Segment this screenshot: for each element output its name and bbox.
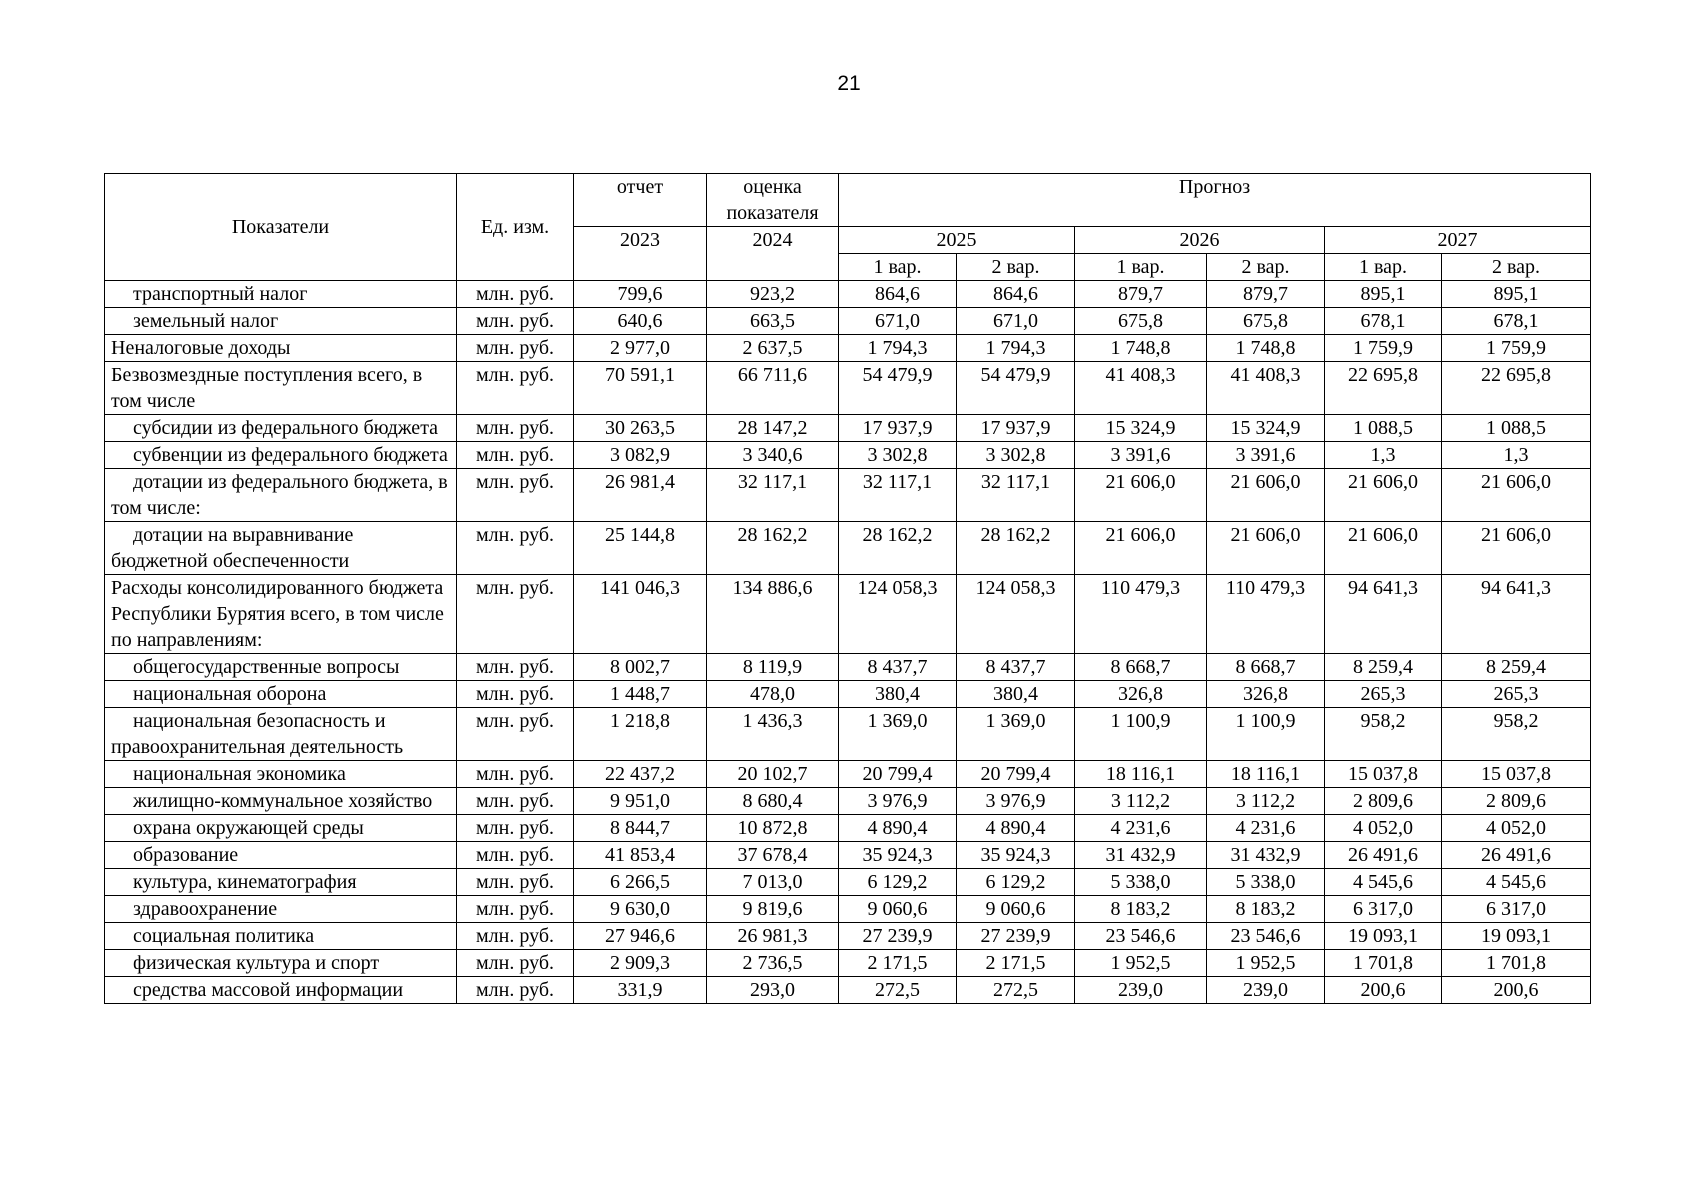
value-cell: 28 147,2 <box>707 415 839 442</box>
value-cell: 17 937,9 <box>957 415 1075 442</box>
row-label: социальная политика <box>105 923 457 950</box>
value-cell: 958,2 <box>1325 708 1442 761</box>
value-cell: 879,7 <box>1207 281 1325 308</box>
row-label: субвенции из федерального бюджета <box>105 442 457 469</box>
value-cell: 8 668,7 <box>1075 654 1207 681</box>
value-cell: 8 183,2 <box>1075 896 1207 923</box>
value-cell: 895,1 <box>1325 281 1442 308</box>
value-cell: 895,1 <box>1442 281 1591 308</box>
value-cell: 41 408,3 <box>1075 362 1207 415</box>
value-cell: 2 909,3 <box>574 950 707 977</box>
value-cell: 28 162,2 <box>839 522 957 575</box>
header-year-2023: 2023 <box>574 227 707 281</box>
value-cell: 1 748,8 <box>1207 335 1325 362</box>
header-year-2027: 2027 <box>1325 227 1591 254</box>
value-cell: 94 641,3 <box>1442 575 1591 654</box>
value-cell: 265,3 <box>1325 681 1442 708</box>
value-cell: 326,8 <box>1075 681 1207 708</box>
value-cell: 6 317,0 <box>1325 896 1442 923</box>
value-cell: 9 951,0 <box>574 788 707 815</box>
value-cell: 6 266,5 <box>574 869 707 896</box>
header-variant: 1 вар. <box>1075 254 1207 281</box>
row-unit: млн. руб. <box>457 977 574 1004</box>
value-cell: 30 263,5 <box>574 415 707 442</box>
value-cell: 22 695,8 <box>1442 362 1591 415</box>
value-cell: 9 060,6 <box>957 896 1075 923</box>
value-cell: 20 102,7 <box>707 761 839 788</box>
value-cell: 3 082,9 <box>574 442 707 469</box>
row-unit: млн. руб. <box>457 308 574 335</box>
value-cell: 3 976,9 <box>957 788 1075 815</box>
value-cell: 1 369,0 <box>839 708 957 761</box>
value-cell: 1 448,7 <box>574 681 707 708</box>
value-cell: 27 239,9 <box>957 923 1075 950</box>
value-cell: 3 112,2 <box>1207 788 1325 815</box>
value-cell: 879,7 <box>1075 281 1207 308</box>
value-cell: 8 259,4 <box>1442 654 1591 681</box>
value-cell: 8 437,7 <box>957 654 1075 681</box>
value-cell: 1 759,9 <box>1325 335 1442 362</box>
table-row <box>105 815 1591 842</box>
header-unit: Ед. изм. <box>457 174 574 281</box>
value-cell: 31 432,9 <box>1075 842 1207 869</box>
value-cell: 8 844,7 <box>574 815 707 842</box>
row-label: культура, кинематография <box>105 869 457 896</box>
value-cell: 2 171,5 <box>839 950 957 977</box>
value-cell: 26 491,6 <box>1442 842 1591 869</box>
value-cell: 8 119,9 <box>707 654 839 681</box>
value-cell: 923,2 <box>707 281 839 308</box>
value-cell: 3 391,6 <box>1075 442 1207 469</box>
value-cell: 41 408,3 <box>1207 362 1325 415</box>
value-cell: 21 606,0 <box>1075 469 1207 522</box>
value-cell: 23 546,6 <box>1075 923 1207 950</box>
row-unit: млн. руб. <box>457 442 574 469</box>
value-cell: 265,3 <box>1442 681 1591 708</box>
value-cell: 958,2 <box>1442 708 1591 761</box>
row-label: национальная безопасность и правоохранительная деятельность <box>105 708 457 761</box>
value-cell: 21 606,0 <box>1075 522 1207 575</box>
value-cell: 18 116,1 <box>1075 761 1207 788</box>
value-cell: 864,6 <box>839 281 957 308</box>
table-row <box>105 654 1591 681</box>
value-cell: 326,8 <box>1207 681 1325 708</box>
table-header <box>105 174 1591 281</box>
value-cell: 10 872,8 <box>707 815 839 842</box>
value-cell: 663,5 <box>707 308 839 335</box>
value-cell: 8 183,2 <box>1207 896 1325 923</box>
table-row <box>105 842 1591 869</box>
value-cell: 864,6 <box>957 281 1075 308</box>
table-row <box>105 869 1591 896</box>
value-cell: 8 437,7 <box>839 654 957 681</box>
value-cell: 200,6 <box>1442 977 1591 1004</box>
value-cell: 21 606,0 <box>1442 522 1591 575</box>
row-unit: млн. руб. <box>457 362 574 415</box>
row-unit: млн. руб. <box>457 281 574 308</box>
row-label: средства массовой информации <box>105 977 457 1004</box>
value-cell: 1 088,5 <box>1442 415 1591 442</box>
table-row <box>105 761 1591 788</box>
header-forecast: Прогноз <box>839 174 1591 227</box>
value-cell: 239,0 <box>1207 977 1325 1004</box>
value-cell: 380,4 <box>957 681 1075 708</box>
value-cell: 799,6 <box>574 281 707 308</box>
value-cell: 8 680,4 <box>707 788 839 815</box>
page-number: 21 <box>837 72 861 95</box>
table-row <box>105 950 1591 977</box>
value-cell: 26 491,6 <box>1325 842 1442 869</box>
row-unit: млн. руб. <box>457 842 574 869</box>
value-cell: 293,0 <box>707 977 839 1004</box>
row-unit: млн. руб. <box>457 575 574 654</box>
value-cell: 3 976,9 <box>839 788 957 815</box>
table-row <box>105 415 1591 442</box>
value-cell: 2 736,5 <box>707 950 839 977</box>
value-cell: 28 162,2 <box>957 522 1075 575</box>
value-cell: 1 100,9 <box>1207 708 1325 761</box>
header-year-2025: 2025 <box>839 227 1075 254</box>
row-unit: млн. руб. <box>457 522 574 575</box>
value-cell: 4 545,6 <box>1442 869 1591 896</box>
value-cell: 15 037,8 <box>1325 761 1442 788</box>
value-cell: 478,0 <box>707 681 839 708</box>
row-unit: млн. руб. <box>457 923 574 950</box>
value-cell: 239,0 <box>1075 977 1207 1004</box>
value-cell: 5 338,0 <box>1075 869 1207 896</box>
header-estimate: оценка показателя <box>707 174 839 227</box>
value-cell: 70 591,1 <box>574 362 707 415</box>
value-cell: 1 218,8 <box>574 708 707 761</box>
value-cell: 37 678,4 <box>707 842 839 869</box>
value-cell: 331,9 <box>574 977 707 1004</box>
table-row <box>105 788 1591 815</box>
value-cell: 28 162,2 <box>707 522 839 575</box>
value-cell: 640,6 <box>574 308 707 335</box>
table-row <box>105 522 1591 575</box>
value-cell: 3 302,8 <box>839 442 957 469</box>
table-row <box>105 362 1591 415</box>
value-cell: 21 606,0 <box>1442 469 1591 522</box>
value-cell: 8 668,7 <box>1207 654 1325 681</box>
value-cell: 134 886,6 <box>707 575 839 654</box>
value-cell: 27 946,6 <box>574 923 707 950</box>
value-cell: 1 369,0 <box>957 708 1075 761</box>
value-cell: 1 794,3 <box>957 335 1075 362</box>
row-label: субсидии из федерального бюджета <box>105 415 457 442</box>
value-cell: 4 890,4 <box>957 815 1075 842</box>
header-report: отчет <box>574 174 707 227</box>
row-label: национальная оборона <box>105 681 457 708</box>
row-unit: млн. руб. <box>457 869 574 896</box>
value-cell: 35 924,3 <box>839 842 957 869</box>
value-cell: 110 479,3 <box>1207 575 1325 654</box>
row-label: Неналоговые доходы <box>105 335 457 362</box>
value-cell: 21 606,0 <box>1325 522 1442 575</box>
table-row <box>105 281 1591 308</box>
value-cell: 1,3 <box>1442 442 1591 469</box>
value-cell: 124 058,3 <box>839 575 957 654</box>
value-cell: 23 546,6 <box>1207 923 1325 950</box>
value-cell: 15 324,9 <box>1207 415 1325 442</box>
value-cell: 3 391,6 <box>1207 442 1325 469</box>
forecast-table <box>104 173 1591 1004</box>
value-cell: 15 037,8 <box>1442 761 1591 788</box>
table-row <box>105 896 1591 923</box>
value-cell: 7 013,0 <box>707 869 839 896</box>
value-cell: 4 890,4 <box>839 815 957 842</box>
row-label: земельный налог <box>105 308 457 335</box>
value-cell: 4 052,0 <box>1325 815 1442 842</box>
value-cell: 1 952,5 <box>1075 950 1207 977</box>
value-cell: 2 809,6 <box>1442 788 1591 815</box>
header-variant: 2 вар. <box>957 254 1075 281</box>
row-unit: млн. руб. <box>457 708 574 761</box>
value-cell: 8 259,4 <box>1325 654 1442 681</box>
value-cell: 4 545,6 <box>1325 869 1442 896</box>
row-label: Расходы консолидированного бюджета Республики Бурятия всего, в том числе по направлениям: <box>105 575 457 654</box>
header-year-2026: 2026 <box>1075 227 1325 254</box>
value-cell: 1 952,5 <box>1207 950 1325 977</box>
value-cell: 35 924,3 <box>957 842 1075 869</box>
value-cell: 1 701,8 <box>1442 950 1591 977</box>
header-variant: 1 вар. <box>839 254 957 281</box>
value-cell: 141 046,3 <box>574 575 707 654</box>
value-cell: 21 606,0 <box>1207 522 1325 575</box>
value-cell: 200,6 <box>1325 977 1442 1004</box>
value-cell: 21 606,0 <box>1207 469 1325 522</box>
value-cell: 9 060,6 <box>839 896 957 923</box>
row-label: дотации на выравнивание бюджетной обеспеченности <box>105 522 457 575</box>
value-cell: 15 324,9 <box>1075 415 1207 442</box>
value-cell: 678,1 <box>1442 308 1591 335</box>
row-unit: млн. руб. <box>457 654 574 681</box>
value-cell: 66 711,6 <box>707 362 839 415</box>
value-cell: 1 759,9 <box>1442 335 1591 362</box>
value-cell: 25 144,8 <box>574 522 707 575</box>
value-cell: 1 701,8 <box>1325 950 1442 977</box>
value-cell: 1,3 <box>1325 442 1442 469</box>
header-variant: 1 вар. <box>1325 254 1442 281</box>
row-unit: млн. руб. <box>457 896 574 923</box>
table-row <box>105 442 1591 469</box>
row-unit: млн. руб. <box>457 815 574 842</box>
row-label: общегосударственные вопросы <box>105 654 457 681</box>
value-cell: 1 436,3 <box>707 708 839 761</box>
table-row <box>105 469 1591 522</box>
value-cell: 671,0 <box>957 308 1075 335</box>
row-unit: млн. руб. <box>457 335 574 362</box>
row-label: национальная экономика <box>105 761 457 788</box>
value-cell: 17 937,9 <box>839 415 957 442</box>
row-label: дотации из федерального бюджета, в том числе: <box>105 469 457 522</box>
header-variant: 2 вар. <box>1207 254 1325 281</box>
value-cell: 675,8 <box>1075 308 1207 335</box>
value-cell: 41 853,4 <box>574 842 707 869</box>
value-cell: 6 129,2 <box>839 869 957 896</box>
value-cell: 22 437,2 <box>574 761 707 788</box>
value-cell: 1 088,5 <box>1325 415 1442 442</box>
value-cell: 1 748,8 <box>1075 335 1207 362</box>
value-cell: 19 093,1 <box>1442 923 1591 950</box>
value-cell: 3 340,6 <box>707 442 839 469</box>
value-cell: 1 100,9 <box>1075 708 1207 761</box>
value-cell: 4 231,6 <box>1075 815 1207 842</box>
row-unit: млн. руб. <box>457 415 574 442</box>
row-unit: млн. руб. <box>457 681 574 708</box>
table-row <box>105 977 1591 1004</box>
value-cell: 380,4 <box>839 681 957 708</box>
value-cell: 678,1 <box>1325 308 1442 335</box>
value-cell: 19 093,1 <box>1325 923 1442 950</box>
value-cell: 272,5 <box>957 977 1075 1004</box>
value-cell: 8 002,7 <box>574 654 707 681</box>
row-label: охрана окружающей среды <box>105 815 457 842</box>
value-cell: 54 479,9 <box>839 362 957 415</box>
value-cell: 21 606,0 <box>1325 469 1442 522</box>
table-body <box>105 281 1591 1004</box>
table-row <box>105 708 1591 761</box>
value-cell: 1 794,3 <box>839 335 957 362</box>
row-label: Безвозмездные поступления всего, в том числе <box>105 362 457 415</box>
row-label: жилищно-коммунальное хозяйство <box>105 788 457 815</box>
row-label: образование <box>105 842 457 869</box>
value-cell: 32 117,1 <box>957 469 1075 522</box>
value-cell: 4 052,0 <box>1442 815 1591 842</box>
value-cell: 6 317,0 <box>1442 896 1591 923</box>
value-cell: 3 302,8 <box>957 442 1075 469</box>
value-cell: 671,0 <box>839 308 957 335</box>
row-unit: млн. руб. <box>457 950 574 977</box>
row-unit: млн. руб. <box>457 469 574 522</box>
value-cell: 124 058,3 <box>957 575 1075 654</box>
value-cell: 2 637,5 <box>707 335 839 362</box>
value-cell: 54 479,9 <box>957 362 1075 415</box>
row-unit: млн. руб. <box>457 788 574 815</box>
value-cell: 20 799,4 <box>957 761 1075 788</box>
value-cell: 675,8 <box>1207 308 1325 335</box>
value-cell: 2 809,6 <box>1325 788 1442 815</box>
value-cell: 4 231,6 <box>1207 815 1325 842</box>
value-cell: 32 117,1 <box>839 469 957 522</box>
value-cell: 5 338,0 <box>1207 869 1325 896</box>
header-variant: 2 вар. <box>1442 254 1591 281</box>
row-label: транспортный налог <box>105 281 457 308</box>
value-cell: 3 112,2 <box>1075 788 1207 815</box>
value-cell: 94 641,3 <box>1325 575 1442 654</box>
value-cell: 2 171,5 <box>957 950 1075 977</box>
row-unit: млн. руб. <box>457 761 574 788</box>
value-cell: 18 116,1 <box>1207 761 1325 788</box>
table-row <box>105 308 1591 335</box>
value-cell: 20 799,4 <box>839 761 957 788</box>
row-label: здравоохранение <box>105 896 457 923</box>
value-cell: 22 695,8 <box>1325 362 1442 415</box>
table-row <box>105 575 1591 654</box>
value-cell: 272,5 <box>839 977 957 1004</box>
value-cell: 2 977,0 <box>574 335 707 362</box>
value-cell: 9 630,0 <box>574 896 707 923</box>
value-cell: 6 129,2 <box>957 869 1075 896</box>
table-row <box>105 923 1591 950</box>
header-year-2024: 2024 <box>707 227 839 281</box>
value-cell: 32 117,1 <box>707 469 839 522</box>
header-indicator: Показатели <box>105 174 457 281</box>
table-row <box>105 335 1591 362</box>
value-cell: 110 479,3 <box>1075 575 1207 654</box>
value-cell: 9 819,6 <box>707 896 839 923</box>
value-cell: 27 239,9 <box>839 923 957 950</box>
value-cell: 26 981,3 <box>707 923 839 950</box>
row-label: физическая культура и спорт <box>105 950 457 977</box>
value-cell: 26 981,4 <box>574 469 707 522</box>
table-row <box>105 681 1591 708</box>
value-cell: 31 432,9 <box>1207 842 1325 869</box>
